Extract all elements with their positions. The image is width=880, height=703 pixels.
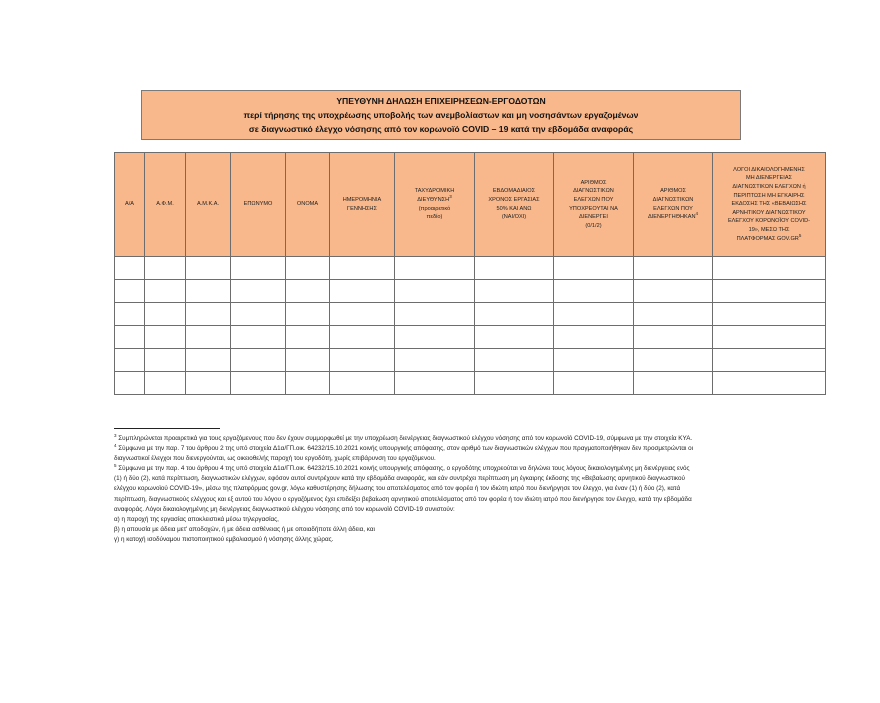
table-cell[interactable] [231,349,286,372]
table-cell[interactable] [115,326,145,349]
footnote-item-a: α) η παροχή της εργασίας αποκλειστικά μέσω τηλεργασίας, [114,515,279,523]
table-cell[interactable] [115,349,145,372]
table-cell[interactable] [186,349,231,372]
header-afm: Α.Φ.Μ. [145,153,186,257]
table-cell[interactable] [231,257,286,280]
title-line-2: περί τήρησης της υποχρέωσης υποβολής των ανεμβολίαστων και μη νοσησάντων εργαζομένων [243,110,639,120]
table-cell[interactable] [634,372,713,395]
table-cell[interactable] [145,372,186,395]
table-cell[interactable] [186,372,231,395]
table-cell[interactable] [475,372,554,395]
header-surname: ΕΠΩΝΥΜΟ [231,153,286,257]
table-cell[interactable] [395,257,475,280]
table-cell[interactable] [475,326,554,349]
table-cell[interactable] [395,326,475,349]
table-header-row [115,153,826,257]
table-cell[interactable] [554,372,634,395]
footnote-item-b: β) η απουσία με άδεια μετ' αποδοχών, ή με άδεια ασθένειας ή με οποιαδήποτε άλλη άδεια, και [114,525,375,533]
table-cell[interactable] [286,257,330,280]
footnote-item-c: γ) η κατοχή ισοδύναμου πιστοποιητικού εμβολιασμού ή νόσησης άλλης χώρας. [114,535,334,543]
table-cell[interactable] [395,303,475,326]
table-row [115,257,826,280]
table-cell[interactable] [186,326,231,349]
footnotes [114,434,827,545]
header-aa: Α/Α [115,153,145,257]
table-cell[interactable] [554,257,634,280]
table-cell[interactable] [634,257,713,280]
table-cell[interactable] [713,326,826,349]
table-cell[interactable] [330,349,395,372]
employee-table [114,152,826,395]
table-cell[interactable] [145,349,186,372]
table-cell[interactable] [330,303,395,326]
table-cell[interactable] [115,372,145,395]
table-cell[interactable] [231,303,286,326]
header-weekly-time: ΕΒΔΟΜΑΔΙΑΙΟΣ ΧΡΟΝΟΣ ΕΡΓΑΣΙΑΣ 50% ΚΑΙ ΑΝΩ (ΝΑΙ/ΟΧΙ) [475,153,554,257]
table-cell[interactable] [330,372,395,395]
table-cell[interactable] [634,280,713,303]
table-cell[interactable] [231,326,286,349]
table-row [115,349,826,372]
table-cell[interactable] [286,303,330,326]
footnote-divider [114,428,220,429]
table-cell[interactable] [475,349,554,372]
table-cell[interactable] [713,349,826,372]
table-body [115,257,826,395]
table-cell[interactable] [286,326,330,349]
table-row [115,326,826,349]
table-cell[interactable] [634,303,713,326]
table-cell[interactable] [145,326,186,349]
footnote-3: $^3$ Συμπληρώνεται προαιρετικά για τους εργαζόμενους που δεν έχουν συμμορφωθεί με την υποχρέωση διενέργειας διαγνωστικού ελέγχου νόσησης από τον κορωνοϊό COVID-19, σύμφωνα με την στοιχεία ΚΥΑ. [114,432,693,442]
table-cell[interactable] [330,326,395,349]
header-amka: Α.Μ.Κ.Α. [186,153,231,257]
table-cell[interactable] [554,303,634,326]
footnote-4: $^4$ Σύμφωνα με την παρ. 7 του άρθρου 2 της υπό στοιχεία Δ1α/ΓΠ.οικ. 64232/15.10.2021 κοινής υπουργικής απόφασης, στον αριθμό των διαγνωστικών ελέγχων που πραγματοποιήθηκαν δεν προσμετρώνται οι διαγνωστικοί έλεγχοι που διενεργούνται, ως οικειοθελής παροχή του εργοδότη, χωρίς επιβάρυνση του εργαζόμενου. [114,443,694,463]
table-cell[interactable] [231,372,286,395]
table-cell[interactable] [115,257,145,280]
table-cell[interactable] [634,326,713,349]
header-name: ΟΝΟΜΑ [286,153,330,257]
header-required-tests: ΑΡΙΘΜΟΣ ΔΙΑΓΝΩΣΤΙΚΩΝ ΕΛΕΓΧΩΝ ΠΟΥ ΥΠΟΧΡΕΟΥΤΑΙ ΝΑ ΔΙΕΝΕΡΓΕΙ (0/1/2) [554,153,634,257]
table-cell[interactable] [145,257,186,280]
table-cell[interactable] [115,303,145,326]
header-reasons: ΛΟΓΟΙ ΔΙΚΑΙΟΛΟΓΗΜΕΝΗΣ ΜΗ ΔΙΕΝΕΡΓΕΙΑΣ ΔΙΑΓΝΩΣΤΙΚΩΝ ΕΛΕΓΧΩΝ ή ΠΕΡΙΠΤΩΣΗ ΜΗ ΕΓΚΑΙΡΗΣ ΕΚΔΟΣΗΣ ΤΗΣ «ΒΕΒΑΙΩΣΗΣ ΑΡΝΗΤΙΚΟΥ ΔΙΑΓΝΩΣΤΙΚΟΥ ΕΛΕΓΧΟΥ ΚΟΡΩΝΟΪΟΥ COVID- 19», ΜΕΣΩ ΤΗΣ ΠΛΑΤΦΟΡΜΑΣ $GOV.GR^5$ [713,153,826,257]
table-cell[interactable] [286,349,330,372]
table-cell[interactable] [186,257,231,280]
header-email: ΤΑΧΥΔΡΟΜΙΚΗ ΔΙΕΥΘΥΝΣΗ$^3$ (προαιρετικό πεδίο) [395,153,475,257]
declaration-title-box [141,90,741,140]
table-cell[interactable] [554,326,634,349]
table-row [115,303,826,326]
table-cell[interactable] [713,257,826,280]
table-cell[interactable] [330,280,395,303]
table-cell[interactable] [145,280,186,303]
header-birth-date: ΗΜΕΡΟΜΗΝΙΑ ΓΕΝΝΗΣΗΣ [330,153,395,257]
table-cell[interactable] [713,280,826,303]
table-cell[interactable] [475,303,554,326]
table-cell[interactable] [554,349,634,372]
table-cell[interactable] [395,280,475,303]
table-cell[interactable] [395,349,475,372]
table-cell[interactable] [231,280,286,303]
table-cell[interactable] [554,280,634,303]
table-row [115,372,826,395]
table-cell[interactable] [475,257,554,280]
footnote-5: $^5$ Σύμφωνα με την παρ. 4 του άρθρου 4 της υπό στοιχεία Δ1α/ΓΠ.οικ. 64232/15.10.2021 κοινής υπουργικής απόφασης, ο εργοδότης υποχρεούται να δηλώνει τους λόγους δικαιολογημένης μη διενέργειας ενός (1) ή δύο (2), κατά περίπτωση, διαγνωστικών ελέγχων, εφόσον αυτοί συντρέχουν κατά την εβδομάδα αναφοράς, και εάν συντρέχει περίπτωση μη έγκαιρης έκδοσης της «Βεβαίωσης αρνητικού διαγνωστικού ελέγχου κορωνοϊού COVID-19», μέσω της πλατφόρμας gov.gr, λόγω καθυστέρησης δήλωσης του αποτελέσματος από τον φορέα ή τον ιδιώτη ιατρό που διενήργησε τον έλεγχο, για έναν (1) ή δύο (2), κατά περίπτωση, διαγνωστικούς ελέγχους και εξ αυτού του λόγου ο εργαζόμενος έχει επιδείξει βεβαίωση αρνητικού αποτελέσματος από τον φορέα ή τον ιδιώτη ιατρό που διενήργησε τον έλεγχο, κατά την εβδομάδα αναφοράς. Λόγοι δικαιολογημένης μη διενέργειας διαγνωστικού ελέγχου νόσησης από τον κορωνοϊό COVID-19 συνιστούν: [114,463,692,513]
table-cell[interactable] [145,303,186,326]
table-cell[interactable] [634,349,713,372]
table-row [115,280,826,303]
table-cell[interactable] [115,280,145,303]
table-cell[interactable] [186,303,231,326]
table-cell[interactable] [186,280,231,303]
table-cell[interactable] [713,303,826,326]
title-line-1: ΥΠΕΥΘΥΝΗ ΔΗΛΩΣΗ ΕΠΙΧΕΙΡΗΣΕΩΝ-ΕΡΓΟΔΟΤΩΝ [336,96,546,106]
table-cell[interactable] [286,280,330,303]
table-cell[interactable] [395,372,475,395]
header-done-tests: ΑΡΙΘΜΟΣ ΔΙΑΓΝΩΣΤΙΚΩΝ ΕΛΕΓΧΩΝ ΠΟΥ ΔΙΕΝΕΡΓΗΘΗΚΑΝ$^4$ [634,153,713,257]
title-line-3: σε διαγνωστικό έλεγχο νόσησης από τον κορωνοϊό COVID – 19 κατά την εβδομάδα αναφοράς [248,124,634,134]
table-cell[interactable] [330,257,395,280]
table-cell[interactable] [286,372,330,395]
table-cell[interactable] [475,280,554,303]
table-cell[interactable] [713,372,826,395]
